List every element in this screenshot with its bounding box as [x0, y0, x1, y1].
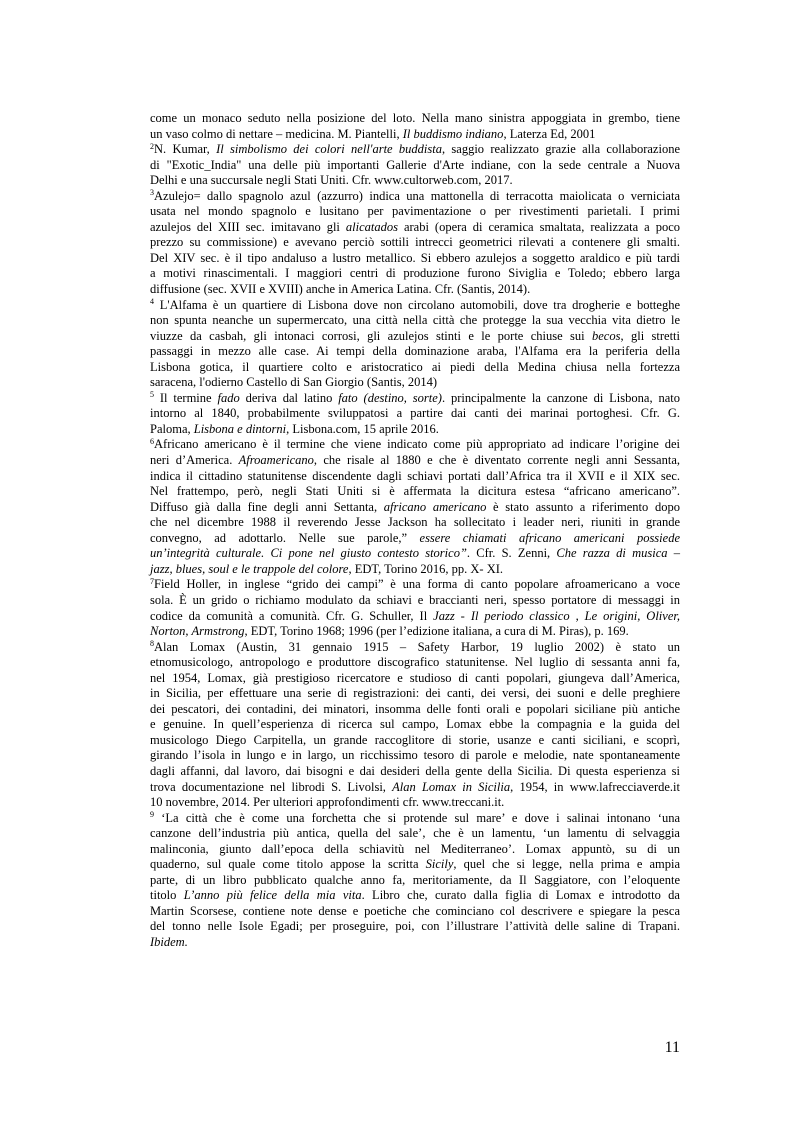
footnote-line — [150, 640, 680, 656]
footnote-line — [150, 422, 680, 438]
text: Africano americano è il termine che viene indicato come più appropriato ad indicare l’origine dei — [154, 437, 680, 452]
footnote-6 — [150, 437, 680, 577]
text: , quel che si legge, nella prima e ampia — [453, 857, 681, 872]
italic-text: L’anno più felice della mia vita — [183, 888, 362, 903]
italic-text: Che razza di musica – — [556, 546, 680, 561]
footnote-line — [150, 655, 680, 671]
text: Field Holler, in inglese “grido dei campi” è una forma di canto popolare afroamericano a voce — [154, 577, 680, 592]
footnote-line — [150, 500, 680, 516]
footnote-line — [150, 904, 680, 920]
footnote-line — [150, 375, 680, 391]
footnote-2 — [150, 142, 680, 189]
text: usata nel mondo spagnolo e lusitano per pavimentazione o per rivestimenti parietali. I primi — [150, 204, 680, 219]
text: Nel frattempo, però, negli Stati Uniti si è affermata la dicitura estesa “africano americano”. — [150, 484, 680, 499]
italic-text: Lisbona e dintorni — [193, 421, 287, 436]
text: Alan Lomax (Austin, 31 gennaio 1915 – Safety Harbor, 19 luglio 2002) è stato un — [154, 639, 680, 654]
footnote-continuation — [150, 111, 680, 142]
text: dagli affanni, dal lavoro, dai bisogni e dai desideri della gente della Sicilia. Di questa esperienza si — [150, 763, 680, 778]
footnote-line — [150, 220, 680, 236]
italic-text: alicatados — [345, 219, 398, 234]
italic-text: jazz, blues, soul e le trappole del colore — [150, 561, 349, 576]
text: che nel dicembre 1988 il reverendo Jesse Jackson ha sollecitato i leader neri, riuniti in grande — [150, 515, 680, 530]
text: intorno al 1840, probabilmente sviluppatosi a partire dai canti dei marinai portoghesi. Cfr. G. — [150, 406, 680, 421]
footnote-line — [150, 546, 680, 562]
footnote-4 — [150, 298, 680, 391]
text: Delhi e una succursale negli Stati Uniti. Cfr. www.cultorweb.com, 2017. — [150, 173, 513, 188]
footnote-line — [150, 360, 680, 376]
footnote-line — [150, 484, 680, 500]
text: Lisbona gotica, il quartiere colto e aristocratico ai piedi della Medina chiusa nella fortezza — [150, 359, 680, 374]
italic-text: fado — [217, 390, 240, 405]
footnote-line — [150, 733, 680, 749]
text: azulejos del XIII sec. imitavano gli — [150, 219, 346, 234]
text: . Cfr. S. Zenni, — [466, 546, 557, 561]
footnote-line — [150, 748, 680, 764]
text: 10 novembre, 2014. Per ulteriori approfondimenti cfr. www.treccani.it. — [150, 795, 505, 810]
footnote-line — [150, 593, 680, 609]
text: Diffuso già dalla fine degli anni Settanta, — [150, 499, 384, 514]
footnote-line — [150, 842, 680, 858]
footnote-line — [150, 313, 680, 329]
text: del tonno nelle Isole Egadi; per proseguire, poi, con l’illustrare l’attività delle saline di Trapani. — [150, 919, 680, 934]
footnote-line — [150, 469, 680, 485]
text: dei pescatori, dei contadini, dei minatori, insomma delle fonti orali e popolari siciliane più antiche — [150, 701, 680, 716]
text: N. Kumar, — [154, 142, 217, 157]
text: non spunta neanche un supermercato, una città nella città che protegge la sua vecchia vita dietro le — [150, 313, 680, 328]
footnote-line — [150, 204, 680, 220]
text: convegno, ad adottarlo. Nelle sue parole,” — [150, 530, 420, 545]
text: sola. È un grido o richiamo modulato da schiavi e braccianti neri, spesso portatore di messaggi in — [150, 592, 680, 607]
text: arabi (opera di ceramica smaltata, realizzata a poco — [397, 219, 680, 234]
text: musicologo Diego Carpitella, un grande raccoglitore di storie, usanze e canti siciliani, e scoprì, — [150, 732, 680, 747]
footnote-marker: 3 — [150, 188, 154, 198]
footnote-marker: 5 — [150, 390, 154, 400]
footnote-marker: 7 — [150, 577, 154, 587]
footnote-line — [150, 158, 680, 174]
footnote-line — [150, 919, 680, 935]
footnote-line — [150, 671, 680, 687]
footnote-line — [150, 935, 680, 951]
footnote-line — [150, 391, 680, 407]
footnote-marker: 2 — [150, 141, 154, 151]
page-number: 11 — [664, 1039, 680, 1056]
text: saracena, l'odierno Castello di San Giorgio (Santis, 2014) — [150, 375, 438, 390]
italic-text: un’integrità culturale. Ci pone nel giusto contesto storico” — [150, 546, 467, 561]
text: codice da comunità a comunità. Cfr. G. Schuller, Il — [150, 608, 434, 623]
footnote-line — [150, 329, 680, 345]
footnote-line — [150, 298, 680, 314]
text: , 1954, in www.lafrecciaverde.it — [510, 779, 680, 794]
text: , che risale al 1880 e che è diventato corrente negli anni Sessanta, — [313, 453, 680, 468]
footnote-marker: 8 — [150, 639, 154, 649]
italic-text: fato (destino, sorte) — [338, 390, 442, 405]
italic-text: Il buddismo indiano — [402, 126, 504, 141]
footnote-5 — [150, 391, 680, 438]
footnote-line — [150, 686, 680, 702]
text: . Libro che, curato dalla figlia di Lomax e introdotto da — [361, 888, 680, 903]
text: . principalmente la canzone di Lisbona, nato — [441, 390, 680, 405]
italic-text: Ibidem. — [150, 934, 188, 949]
text: canzone dell’industria più antica, quella del sale’, che è un lamentu, ‘un lamentu di selvaggia — [150, 826, 680, 841]
text: indica il cittadino statunitense discendente dagli schiavi portati dall’Africa tra il XVII e il XIX sec. — [150, 468, 680, 483]
footnote-marker: 4 — [150, 297, 154, 307]
footnote-marker: 6 — [150, 437, 154, 447]
footnote-7 — [150, 577, 680, 639]
footnote-line — [150, 406, 680, 422]
footnote-line — [150, 111, 680, 127]
text: Del XIV sec. è il tipo andaluso a lustro metallico. Si ebbero azulejos a soggetto araldico e più tardi — [150, 250, 680, 265]
footnotes — [150, 111, 680, 951]
text: Azulejo= dallo spagnolo azul (azzurro) indica una mattonella di terracotta maiolicata o verniciata — [154, 188, 680, 203]
footnote-line — [150, 795, 680, 811]
footnote-line — [150, 189, 680, 205]
text: un vaso colmo di nettare – medicina. M. Piantelli, — [150, 126, 403, 141]
footnote-line — [150, 562, 680, 578]
text: etnomusicologo, antropologo e produttore discografico statunitense. Nel luglio di sessanta anni fa, — [150, 655, 680, 670]
footnote-line — [150, 437, 680, 453]
footnote-line — [150, 624, 680, 640]
footnote-line — [150, 282, 680, 298]
text: e genuine. In quell’esperienza di ricerca sul campo, Lomax ebbe la compagnia e la guida del — [150, 717, 680, 732]
text: passaggi in mezzo alle case. Ai tempi della dominazione araba, l'Alfama era la periferia della — [150, 344, 680, 359]
footnote-marker: 9 — [150, 810, 154, 820]
footnote-line — [150, 702, 680, 718]
footnote-line — [150, 235, 680, 251]
text: Paloma, — [150, 421, 194, 436]
footnote-line — [150, 173, 680, 189]
footnote-line — [150, 251, 680, 267]
footnote-line — [150, 888, 680, 904]
italic-text: becos — [592, 328, 621, 343]
text: è stato assunto a riferimento dopo — [486, 499, 680, 514]
italic-text: africano americano — [383, 499, 487, 514]
text: a motivi rinascimentali. I maggiori centri di produzione furono Siviglia e Toledo; ebbero larga — [150, 266, 680, 281]
text: , EDT, Torino 2016, pp. X- XI. — [348, 561, 504, 576]
text: di "Exotic_India" una delle più importanti Gallerie d'Arte indiane, con la sede centrale a Nuova — [150, 157, 680, 172]
text: , Laterza Ed, 2001 — [503, 126, 596, 141]
italic-text: Jazz - Il periodo classico , Le origini, Oliver, — [433, 608, 680, 623]
footnote-line — [150, 811, 680, 827]
text: , EDT, Torino 1968; 1996 (per l’edizione italiana, a cura di M. Piras), p. 169. — [244, 624, 629, 639]
text: diffusione (sec. XVII e XVIII) anche in America Latina. Cfr. (Santis, 2014). — [150, 282, 531, 297]
footnote-line — [150, 127, 680, 143]
text: come un monaco seduto nella posizione del loto. Nella mano sinistra appoggiata in grembo, tiene — [150, 111, 680, 125]
footnote-line — [150, 515, 680, 531]
footnote-line — [150, 826, 680, 842]
text: prezzo su commissione) e avevano perciò sottili intrecci geometrici rilevati a contenere gli smalti. — [150, 235, 680, 250]
italic-text: Il simbolismo dei colori nell'arte buddista — [216, 142, 442, 157]
footnote-9 — [150, 811, 680, 951]
footnote-line — [150, 266, 680, 282]
footnote-3 — [150, 189, 680, 298]
text: , gli stretti — [620, 328, 681, 343]
text: in Sicilia, per effettuare una serie di registrazioni: dei canti, dei versi, dei suoni e delle preghiere — [150, 686, 680, 701]
text: Martin Scorsese, contiene note dense e poetiche che cominciano col descrivere e spiegare la pesca — [150, 903, 680, 918]
text: , Lisbona.com, 15 aprile 2016. — [286, 421, 439, 436]
text: quaderno, sul quale come titolo appose la scritta — [150, 857, 426, 872]
footnote-8 — [150, 640, 680, 811]
footnote-line — [150, 873, 680, 889]
footnote-line — [150, 717, 680, 733]
text: deriva dal latino — [239, 390, 339, 405]
text: titolo — [150, 888, 184, 903]
italic-text: essere chiamati africano americani possiede — [419, 530, 680, 545]
text: ‘La città che è come una forchetta che si protende sul mare’ e dove i salinai intonano ‘una — [154, 810, 680, 825]
text: parte, di un libro pubblicato qualche anno fa, meritoriamente, da Il Saggiatore, con l’eloquente — [150, 872, 680, 887]
text: nel 1954, Lomax, già prestigioso ricercatore e studioso di canti popolari, giungeva dall’America, — [150, 670, 680, 685]
footnote-line — [150, 531, 680, 547]
footnote-line — [150, 577, 680, 593]
text: trova documentazione nel librodi S. Livolsi, — [150, 779, 393, 794]
text: viuzze da casbah, gli intonaci corrosi, gli azulejos stinti e le porte chiuse sui — [150, 328, 592, 343]
text: malinconia, giunto dall’epoca della schiavitù nel Mediterraneo’. Lomax appuntò, su di un — [150, 841, 680, 856]
footnote-line — [150, 453, 680, 469]
text: L'Alfama è un quartiere di Lisbona dove non circolano automobili, dove tra drogherie e botteghe — [154, 297, 680, 312]
italic-text: Alan Lomax in Sicilia — [392, 779, 511, 794]
text: , saggio realizzato grazie alla collaborazione — [441, 142, 680, 157]
footnote-line — [150, 344, 680, 360]
footnote-line — [150, 857, 680, 873]
text: Il termine — [154, 390, 218, 405]
italic-text: Afroamericano — [238, 453, 314, 468]
italic-text: Sicily — [425, 857, 454, 872]
text: girando l’isola in lungo e in largo, un ricchissimo tesoro di parole e melodie, nate spontaneamente — [150, 748, 680, 763]
footnote-line — [150, 764, 680, 780]
footnote-line — [150, 609, 680, 625]
text: neri d’America. — [150, 453, 239, 468]
footnote-line — [150, 142, 680, 158]
footnote-line — [150, 780, 680, 796]
italic-text: Norton, Armstrong — [150, 624, 245, 639]
